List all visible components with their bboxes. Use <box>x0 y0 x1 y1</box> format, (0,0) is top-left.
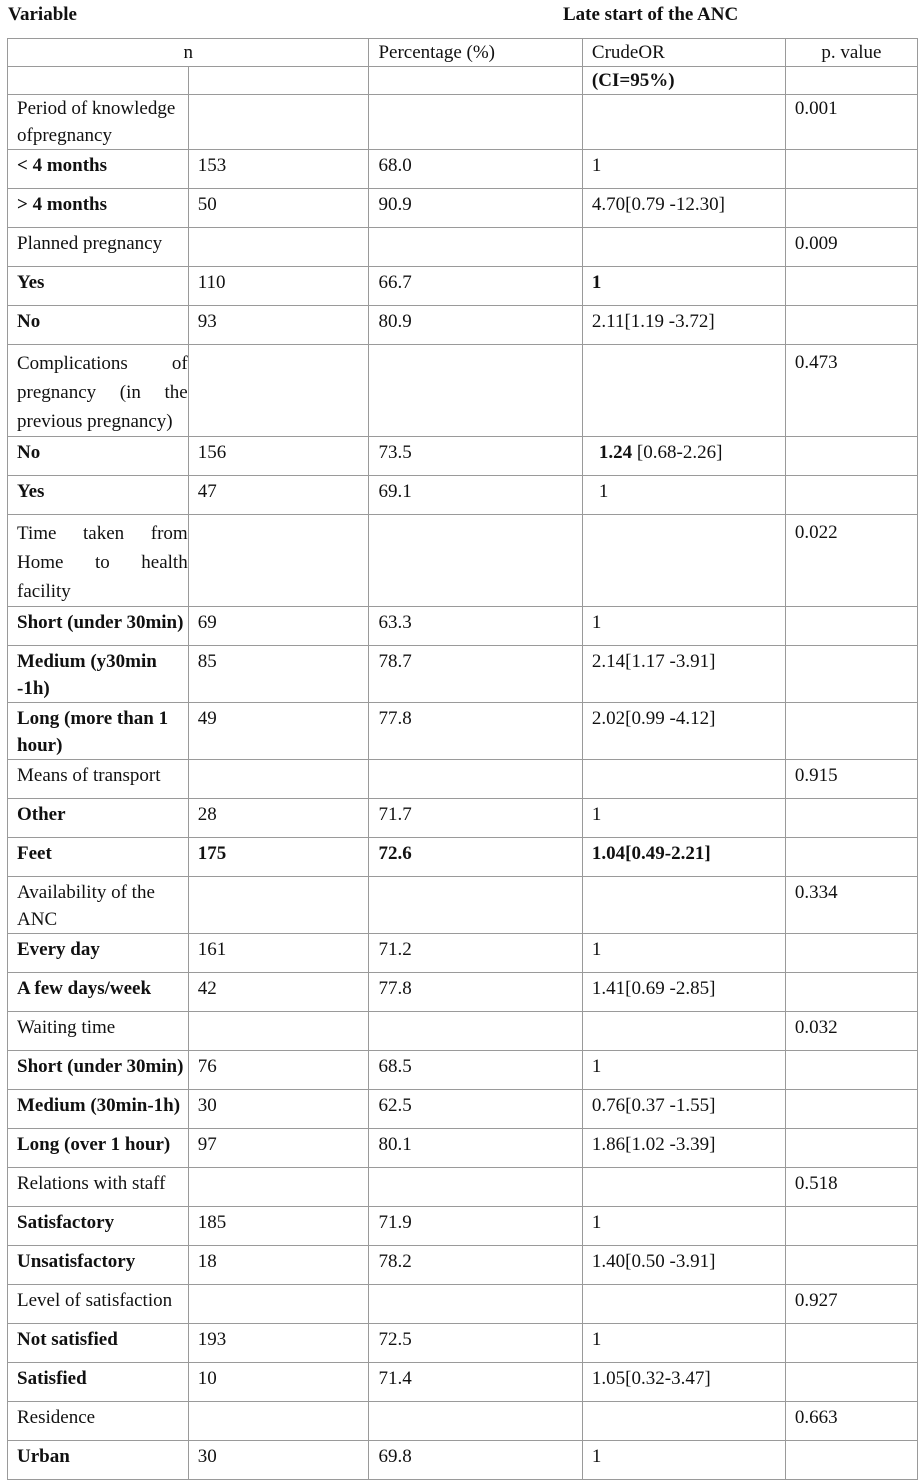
table-row <box>8 189 918 228</box>
n-cell: 185 <box>188 1207 369 1246</box>
variable-cell: Planned pregnancy <box>8 228 189 267</box>
p-value-cell: 0.001 <box>785 95 917 150</box>
variable-cell: > 4 months <box>8 189 189 228</box>
percentage-cell: 78.2 <box>369 1246 582 1285</box>
percentage-cell: 90.9 <box>369 189 582 228</box>
percentage-cell: 68.5 <box>369 1051 582 1090</box>
n-cell <box>188 877 369 934</box>
n-cell: 76 <box>188 1051 369 1090</box>
column-header-crude-or: CrudeOR <box>582 39 785 67</box>
variable-cell: Short (under 30min) <box>8 607 189 646</box>
variable-cell: Satisfactory <box>8 1207 189 1246</box>
percentage-cell: 80.1 <box>369 1129 582 1168</box>
table-row <box>8 345 918 437</box>
percentage-cell: 77.8 <box>369 703 582 760</box>
table-row <box>8 838 918 877</box>
variable-cell: Unsatisfactory <box>8 1246 189 1285</box>
table-row <box>8 1402 918 1441</box>
variable-cell <box>8 345 189 437</box>
percentage-cell <box>369 1168 582 1207</box>
p-value-cell: 0.334 <box>785 877 917 934</box>
table-row <box>8 150 918 189</box>
crude-or-cell: 1 <box>582 607 785 646</box>
variable-cell: < 4 months <box>8 150 189 189</box>
n-cell: 10 <box>188 1363 369 1402</box>
crude-or-cell <box>582 1285 785 1324</box>
percentage-cell <box>369 515 582 607</box>
variable-cell: Medium (30min-1h) <box>8 1090 189 1129</box>
n-cell: 69 <box>188 607 369 646</box>
group-header: Late start of the ANC <box>563 4 739 25</box>
table-row <box>8 1012 918 1051</box>
variable-cell: Waiting time <box>8 1012 189 1051</box>
p-value-cell <box>785 838 917 877</box>
percentage-cell: 69.8 <box>369 1441 582 1480</box>
variable-cell: Other <box>8 799 189 838</box>
table-row <box>8 1441 918 1480</box>
column-header-row <box>8 39 918 67</box>
percentage-cell: 78.7 <box>369 646 582 703</box>
n-cell: 28 <box>188 799 369 838</box>
table-row <box>8 1363 918 1402</box>
crude-or-cell <box>582 1012 785 1051</box>
n-cell: 50 <box>188 189 369 228</box>
p-value-cell <box>785 1207 917 1246</box>
crude-or-cell: 2.14[1.17 -3.91] <box>582 646 785 703</box>
table-row <box>8 760 918 799</box>
table-row <box>8 476 918 515</box>
percentage-cell: 63.3 <box>369 607 582 646</box>
table-row <box>8 1207 918 1246</box>
percentage-cell: 71.7 <box>369 799 582 838</box>
variable-cell <box>8 515 189 607</box>
variable-cell: Residence <box>8 1402 189 1441</box>
confidence-interval: [0.68-2.26] <box>632 442 723 463</box>
p-value-cell <box>785 1324 917 1363</box>
table-row <box>8 646 918 703</box>
crude-or-cell: 1 <box>582 799 785 838</box>
empty-cell <box>369 67 582 95</box>
n-cell: 30 <box>188 1090 369 1129</box>
p-value-cell <box>785 703 917 760</box>
n-cell: 42 <box>188 973 369 1012</box>
n-cell <box>188 1168 369 1207</box>
p-value-cell <box>785 607 917 646</box>
table-row <box>8 267 918 306</box>
p-value-cell <box>785 189 917 228</box>
table-row <box>8 437 918 476</box>
variable-cell: Feet <box>8 838 189 877</box>
table-row <box>8 799 918 838</box>
p-value-cell <box>785 267 917 306</box>
variable-label-continued: facility <box>17 581 71 602</box>
percentage-cell: 71.2 <box>369 934 582 973</box>
p-value-cell <box>785 973 917 1012</box>
crude-or-cell <box>582 1402 785 1441</box>
percentage-cell: 73.5 <box>369 437 582 476</box>
column-header-n: n <box>8 39 369 67</box>
crude-or-cell: 1 <box>582 267 785 306</box>
percentage-cell: 66.7 <box>369 267 582 306</box>
crude-or-cell: 1.05[0.32-3.47] <box>582 1363 785 1402</box>
variable-cell: Period of knowledge ofpregnancy <box>8 95 189 150</box>
variable-cell: Relations with staff <box>8 1168 189 1207</box>
percentage-cell: 72.5 <box>369 1324 582 1363</box>
p-value-cell <box>785 646 917 703</box>
n-cell: 47 <box>188 476 369 515</box>
n-cell <box>188 1285 369 1324</box>
p-value-cell: 0.032 <box>785 1012 917 1051</box>
empty-cell <box>785 67 917 95</box>
table-row <box>8 607 918 646</box>
crude-or-cell: 4.70[0.79 -12.30] <box>582 189 785 228</box>
percentage-cell: 77.8 <box>369 973 582 1012</box>
p-value-cell <box>785 476 917 515</box>
table-row <box>8 703 918 760</box>
p-value-cell <box>785 799 917 838</box>
percentage-cell: 71.9 <box>369 1207 582 1246</box>
n-cell <box>188 345 369 437</box>
crude-or-cell: 1 <box>582 150 785 189</box>
crude-or-cell <box>582 1168 785 1207</box>
variable-cell: No <box>8 306 189 345</box>
p-value-cell <box>785 150 917 189</box>
table-row <box>8 306 918 345</box>
crude-or-cell <box>582 760 785 799</box>
n-cell <box>188 95 369 150</box>
variable-cell: A few days/week <box>8 973 189 1012</box>
table-row <box>8 1324 918 1363</box>
p-value-cell: 0.022 <box>785 515 917 607</box>
crude-or-cell: 1 <box>582 476 785 515</box>
crude-or-cell: 1.40[0.50 -3.91] <box>582 1246 785 1285</box>
variable-cell: Medium (y30min -1h) <box>8 646 189 703</box>
p-value-cell <box>785 437 917 476</box>
percentage-cell: 72.6 <box>369 838 582 877</box>
table-row <box>8 228 918 267</box>
table-row <box>8 1246 918 1285</box>
n-cell: 85 <box>188 646 369 703</box>
n-cell: 97 <box>188 1129 369 1168</box>
p-value-cell <box>785 1051 917 1090</box>
variable-cell: No <box>8 437 189 476</box>
variable-cell: Long (over 1 hour) <box>8 1129 189 1168</box>
p-value-cell: 0.927 <box>785 1285 917 1324</box>
table-row <box>8 1168 918 1207</box>
crude-or-cell: 1.41[0.69 -2.85] <box>582 973 785 1012</box>
percentage-cell: 80.9 <box>369 306 582 345</box>
p-value-cell <box>785 306 917 345</box>
table-row <box>8 1285 918 1324</box>
percentage-cell: 62.5 <box>369 1090 582 1129</box>
percentage-cell <box>369 1402 582 1441</box>
table-row <box>8 1129 918 1168</box>
variable-cell: Level of satisfaction <box>8 1285 189 1324</box>
crude-or-cell: 1 <box>582 1207 785 1246</box>
crude-or-value: 1.24 <box>598 442 633 463</box>
variable-cell: Short (under 30min) <box>8 1051 189 1090</box>
crude-or-cell: 2.11[1.19 -3.72] <box>582 306 785 345</box>
variable-label: Time taken from Home to health <box>17 523 188 573</box>
p-value-cell: 0.009 <box>785 228 917 267</box>
p-value-cell <box>785 1090 917 1129</box>
table-row <box>8 934 918 973</box>
n-cell: 93 <box>188 306 369 345</box>
variable-cell: Availability of the ANC <box>8 877 189 934</box>
percentage-cell <box>369 760 582 799</box>
percentage-cell: 69.1 <box>369 476 582 515</box>
p-value-cell <box>785 1363 917 1402</box>
p-value-cell: 0.473 <box>785 345 917 437</box>
percentage-cell <box>369 1285 582 1324</box>
variable-header: Variable <box>8 4 77 25</box>
variable-cell: Yes <box>8 267 189 306</box>
n-cell: 18 <box>188 1246 369 1285</box>
crude-or-cell <box>582 345 785 437</box>
percentage-cell <box>369 95 582 150</box>
crude-or-cell <box>582 437 785 476</box>
column-subheader-row <box>8 67 918 95</box>
percentage-cell <box>369 1012 582 1051</box>
crude-or-cell: 1 <box>582 934 785 973</box>
crude-or-cell: 0.76[0.37 -1.55] <box>582 1090 785 1129</box>
n-cell <box>188 515 369 607</box>
column-header-p-value: p. value <box>785 39 917 67</box>
crude-or-cell <box>582 877 785 934</box>
table-row <box>8 95 918 150</box>
variable-cell: Long (more than 1 hour) <box>8 703 189 760</box>
n-cell <box>188 1012 369 1051</box>
crude-or-cell <box>582 515 785 607</box>
p-value-cell <box>785 1246 917 1285</box>
p-value-cell <box>785 1129 917 1168</box>
table-row <box>8 877 918 934</box>
crude-or-cell: 1 <box>582 1324 785 1363</box>
percentage-cell: 68.0 <box>369 150 582 189</box>
crude-or-cell <box>582 95 785 150</box>
crude-or-cell: 1.04[0.49-2.21] <box>582 838 785 877</box>
column-header-ci: (CI=95%) <box>582 67 785 95</box>
variable-label-continued: previous pregnancy) <box>17 411 173 432</box>
p-value-cell: 0.518 <box>785 1168 917 1207</box>
n-cell: 110 <box>188 267 369 306</box>
n-cell <box>188 760 369 799</box>
variable-label: Complications of pregnancy (in the <box>17 353 188 403</box>
n-cell: 49 <box>188 703 369 760</box>
table-row <box>8 1051 918 1090</box>
p-value-cell <box>785 1441 917 1480</box>
percentage-cell <box>369 228 582 267</box>
n-cell: 30 <box>188 1441 369 1480</box>
empty-cell <box>188 67 369 95</box>
n-cell: 175 <box>188 838 369 877</box>
percentage-cell <box>369 877 582 934</box>
n-cell: 156 <box>188 437 369 476</box>
n-cell: 193 <box>188 1324 369 1363</box>
variable-cell: Every day <box>8 934 189 973</box>
crude-or-cell: 2.02[0.99 -4.12] <box>582 703 785 760</box>
table-row <box>8 1090 918 1129</box>
p-value-cell: 0.663 <box>785 1402 917 1441</box>
crude-or-cell: 1.86[1.02 -3.39] <box>582 1129 785 1168</box>
n-cell <box>188 228 369 267</box>
table-row <box>8 973 918 1012</box>
table-row <box>8 515 918 607</box>
variable-cell: Not satisfied <box>8 1324 189 1363</box>
percentage-cell: 71.4 <box>369 1363 582 1402</box>
variable-cell: Satisfied <box>8 1363 189 1402</box>
n-cell: 161 <box>188 934 369 973</box>
p-value-cell: 0.915 <box>785 760 917 799</box>
p-value-cell <box>785 934 917 973</box>
crude-or-cell <box>582 228 785 267</box>
variable-cell: Urban <box>8 1441 189 1480</box>
column-header-percentage: Percentage (%) <box>369 39 582 67</box>
variable-cell: Means of transport <box>8 760 189 799</box>
anc-table <box>7 38 918 1480</box>
crude-or-cell: 1 <box>582 1441 785 1480</box>
percentage-cell <box>369 345 582 437</box>
n-cell <box>188 1402 369 1441</box>
variable-cell: Yes <box>8 476 189 515</box>
n-cell: 153 <box>188 150 369 189</box>
crude-or-cell: 1 <box>582 1051 785 1090</box>
empty-cell <box>8 67 189 95</box>
table-body <box>8 95 918 1480</box>
